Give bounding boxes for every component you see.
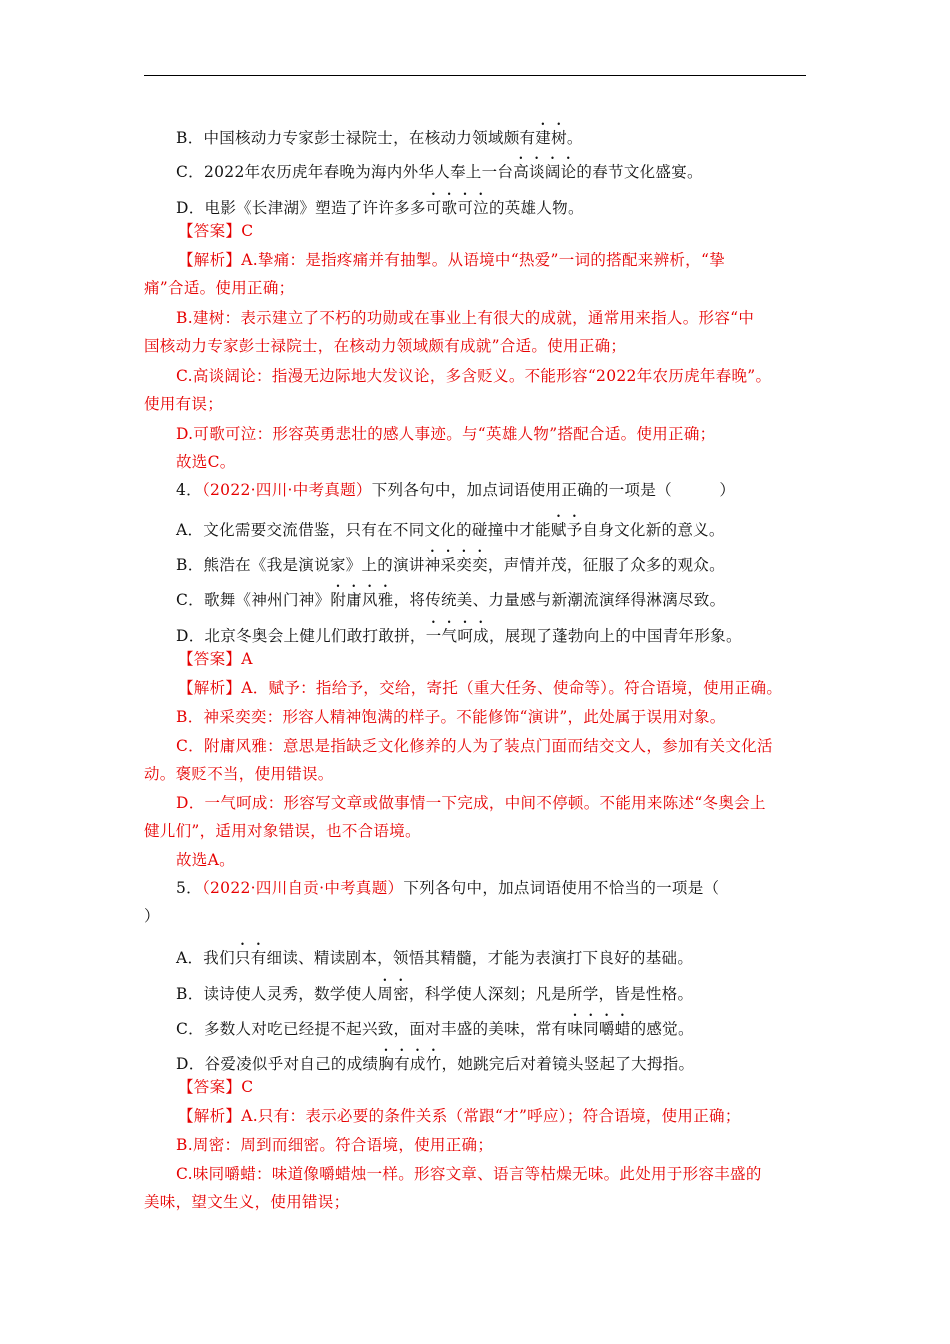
text-line [144,1192,349,1212]
text-line [178,250,725,270]
line-text: C．2022年农历虎年春晚为海内外华人奉上一台 [176,163,514,181]
line-text: B．熊浩在《我是演说家》上的演讲 [176,556,425,574]
line-text-tail: 的春节文化盛宴。 [576,163,703,181]
emphasized-word: 只有 [234,949,267,967]
emphasized-word: 周密 [377,985,409,1003]
text-line [176,154,703,181]
emphasized-word: 神采奕奕 [424,556,488,574]
line-text: 国核动力专家彭士禄院士，在核动力领域颇有成就”合适。使用正确； [144,337,627,355]
question-source: （2022·四川自贡·中考真题） [201,879,404,897]
line-text: 【答案】C [178,1078,254,1096]
line-text: 痛”合适。使用正确； [144,279,295,297]
line-text-tail: 的感觉。 [630,1020,694,1038]
text-line [176,850,235,870]
emphasized-word: 赋予 [550,521,583,539]
emphasized-word: 可歌可泣 [425,199,489,217]
line-text: D.可歌可泣：形容英勇悲壮的感人事迹。与“英雄人物”搭配合适。使用正确； [176,425,716,443]
line-text: 【解析】A.只有：表示必要的条件关系（常跟“才”呼应）；符合语境，使用正确； [178,1107,741,1125]
emphasized-word: 一气呵成 [425,627,489,645]
text-line [176,976,694,1003]
line-text: D．电影《长津湖》塑造了许许多多 [176,199,426,217]
text-line [176,1046,695,1073]
line-text: D．北京冬奥会上健儿们敢打敢拼， [176,627,426,645]
line-text: D．谷爱凌似乎对自己的成绩 [176,1055,379,1073]
text-line [178,1106,741,1126]
line-text: A．我们 [176,949,235,967]
text-line [176,1135,493,1155]
text-line [176,582,726,609]
text-line [176,1164,762,1184]
emphasized-word: 附庸风雅 [330,591,394,609]
line-text: 健儿们”，适用对象错误，也不合语境。 [144,822,421,840]
text-line [178,221,253,241]
line-text: C.味同嚼蜡：味道像嚼蜡烛一样。形容文章、语言等枯燥无味。此处用于形容丰盛的 [176,1165,762,1183]
line-text-tail: ，她跳完后对着镜头竖起了大拇指。 [441,1055,695,1073]
text-line [176,452,236,472]
line-text-tail: 。 [566,129,583,147]
line-text: 【答案】A [178,650,253,668]
line-text: 故选A。 [176,851,235,869]
text-line [176,1011,694,1038]
emphasized-word: 建树 [535,129,567,147]
line-text: 【答案】C [178,222,254,240]
text-line [176,308,754,328]
text-line [144,278,294,298]
line-text: B．神采奕奕：形容人精神饱满的样子。不能修饰“演讲”，此处属于误用对象。 [176,708,726,726]
line-text-tail: ，科学使人深刻；凡是所学，皆是性格。 [408,985,694,1003]
text-line [176,366,771,386]
header-rule [144,75,806,76]
text-line [176,707,726,727]
text-line [176,618,742,645]
text-line [178,678,782,698]
line-text-tail: 自身文化新的意义。 [582,521,725,539]
text-line [176,940,694,967]
line-text: C．附庸风雅：意思是指缺乏文化修养的人为了装点门面而结交文人，参加有关文化活 [176,737,773,755]
line-text-tail: ，将传统美、力量感与新潮流演绎得淋漓尽致。 [393,591,726,609]
line-text: 美味，望文生义，使用错误； [144,1193,350,1211]
line-text: ） [144,907,160,925]
text-line [144,394,223,414]
text-line [176,736,773,756]
text-line [176,480,735,500]
text-line [144,821,421,841]
line-text: 【解析】A．赋予：指给予，交给，寄托（重大任务、使命等）。符合语境，使用正确。 [178,679,783,697]
text-line [176,512,725,539]
line-text: C.高谈阔论：指漫无边际地大发议论，多含贬义。不能形容“2022年农历虎年春晚”。 [176,367,772,385]
line-text-tail: ，声情并茂，征服了众多的观众。 [487,556,725,574]
line-text: 5． [176,879,202,897]
text-line [176,424,715,444]
text-line [178,649,253,669]
text-line [144,764,334,784]
text-line [176,547,725,574]
line-text-tail: 的英雄人物。 [488,199,584,217]
line-text: B．中国核动力专家彭士禄院士，在核动力领域颇有 [176,129,536,147]
emphasized-word: 胸有成竹 [378,1055,442,1073]
line-text: 【解析】A.挚痛：是指疼痛并有抽掣。从语境中“热爱”一词的搭配来辨析，“挚 [178,251,725,269]
text-line [176,190,584,217]
line-text: 动。褒贬不当，使用错误。 [144,765,334,783]
line-text: B.建树：表示建立了不朽的功勋或在事业上有很大的成就，通常用来指人。形容“中 [176,309,755,327]
line-text: C．歌舞《神州门神》 [176,591,331,609]
text-line [144,336,626,356]
text-line [178,1077,253,1097]
line-text-tail: ，展现了蓬勃向上的中国青年形象。 [488,627,742,645]
line-text: 4． [176,481,202,499]
text-line [144,906,160,926]
text-line [176,793,766,813]
line-text: B.周密：周到而细密。符合语境，使用正确； [176,1136,494,1154]
line-text: D．一气呵成：形容写文章或做事情一下完成，中间不停顿。不能用来陈述“冬奥会上 [176,794,766,812]
line-text: B．读诗使人灵秀，数学使人 [176,985,378,1003]
line-text: 故选C。 [176,453,236,471]
text-line [176,878,719,898]
line-text: C．多数人对吃已经提不起兴致，面对丰盛的美味，常有 [176,1020,568,1038]
emphasized-word: 味同嚼蜡 [567,1020,631,1038]
question-stem: 下列各句中，加点词语使用不恰当的一项是（ [403,879,720,897]
emphasized-word: 高谈阔论 [513,163,577,181]
line-text: 使用有误； [144,395,224,413]
line-text-tail: 细读、精读剧本，领悟其精髓，才能为表演打下良好的基础。 [266,949,694,967]
text-line [176,120,583,147]
question-source: （2022·四川·中考真题） [201,481,372,499]
question-stem: 下列各句中，加点词语使用正确的一项是（ ） [371,481,736,499]
line-text: A．文化需要交流借鉴，只有在不同文化的碰撞中才能 [176,521,551,539]
